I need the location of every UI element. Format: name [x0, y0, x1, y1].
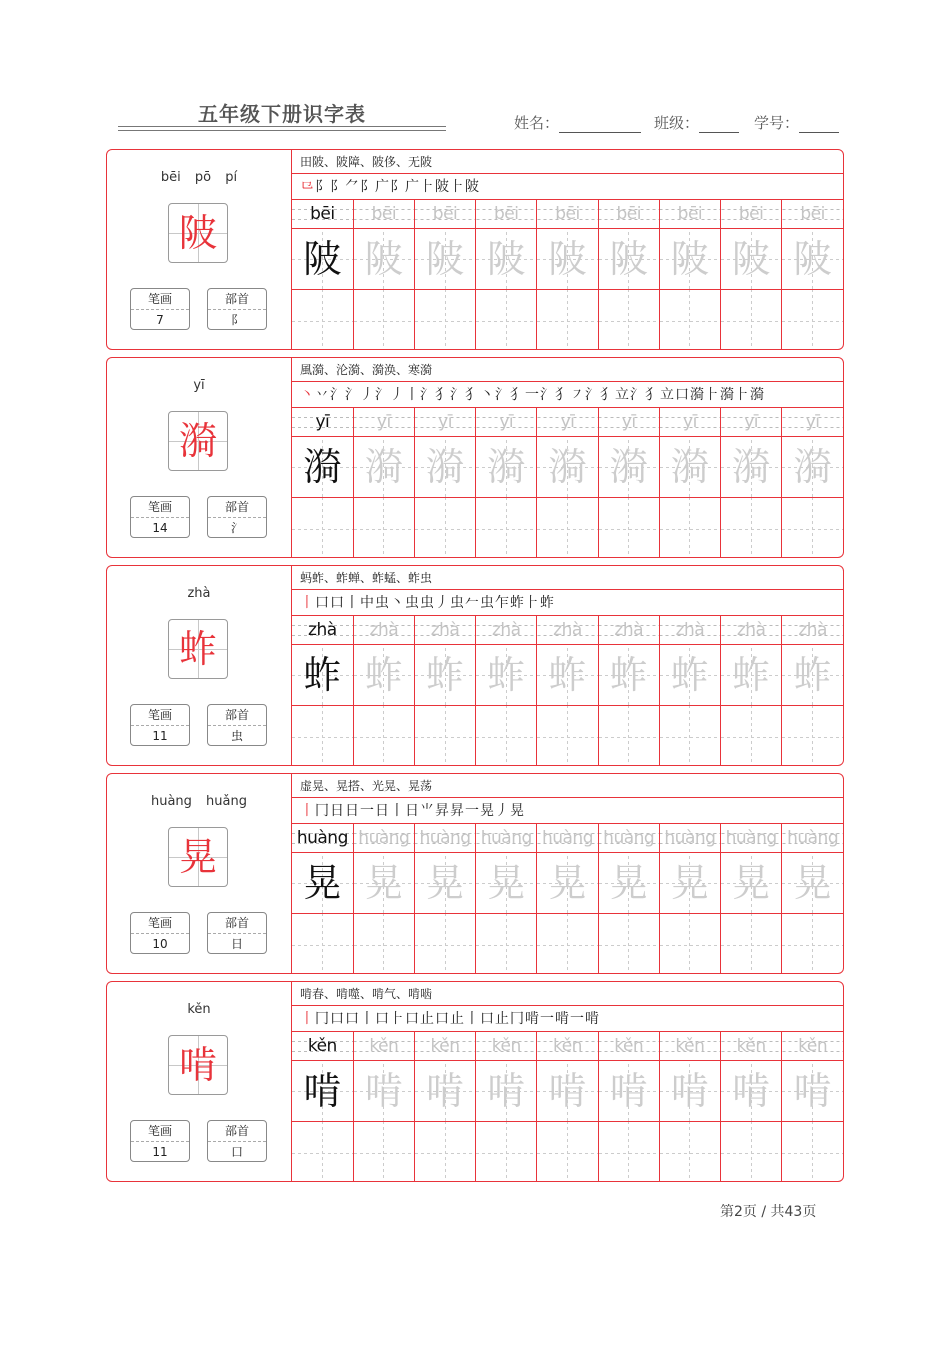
stroke-step: 氵犭立	[585, 387, 630, 403]
pinyin-practice-cell[interactable]: zhà	[537, 616, 598, 645]
number-field[interactable]	[754, 112, 839, 133]
practice-panel	[292, 982, 843, 1181]
example-words: 虚晃、晃搭、光晃、晃荡	[292, 774, 843, 798]
blank-practice-cell[interactable]	[292, 1122, 353, 1183]
character-box	[168, 619, 228, 679]
character-practice-cell[interactable]: 蚱	[659, 645, 720, 706]
blank-practice-cell[interactable]	[353, 290, 414, 351]
blank-practice-cell[interactable]	[721, 498, 782, 559]
blank-practice-cell[interactable]	[721, 290, 782, 351]
stroke-step: 氵丿丨	[375, 387, 420, 403]
stroke-step: 阝	[315, 179, 330, 195]
stroke-step: 日丨	[375, 803, 405, 819]
pinyin-label: huàng huǎng	[150, 794, 247, 809]
class-blank[interactable]	[699, 116, 739, 133]
character-info-panel	[107, 982, 292, 1181]
character-practice-cell[interactable]: 蚱	[721, 645, 782, 706]
stroke-step: 丷	[315, 387, 330, 403]
character-glyph: 晃	[178, 835, 217, 879]
pinyin-practice-cell[interactable]: zhà	[721, 616, 782, 645]
pinyin-practice-cell[interactable]: bēi	[782, 200, 843, 229]
stroke-step: 晃	[510, 803, 525, 819]
practice-panel	[292, 358, 843, 557]
character-practice-cell[interactable]: 漪	[598, 437, 659, 498]
name-field[interactable]	[514, 112, 641, 133]
blank-practice-cell[interactable]	[782, 498, 843, 559]
character-info-panel	[107, 358, 292, 557]
blank-practice-cell[interactable]	[353, 1122, 414, 1183]
pinyin-practice-cell[interactable]: kěn	[537, 1032, 598, 1061]
blank-practice-cell[interactable]	[476, 498, 537, 559]
character-practice-cell[interactable]: 漪	[476, 437, 537, 498]
stroke-step: 氵犭立口	[630, 387, 690, 403]
stroke-step: 冂	[315, 803, 330, 819]
blank-practice-cell[interactable]	[721, 914, 782, 975]
stroke-step: 日	[330, 803, 345, 819]
pinyin-practice-cell[interactable]: yī	[292, 408, 353, 437]
blank-practice-cell[interactable]	[414, 290, 475, 351]
stroke-count-value: 14	[152, 521, 168, 535]
stroke-count-label: 笔画	[131, 705, 189, 726]
character-practice-cell[interactable]: 晃	[414, 853, 475, 914]
stroke-count-value: 11	[152, 729, 168, 743]
blank-practice-cell[interactable]	[414, 1122, 475, 1183]
pinyin-practice-cell[interactable]: huàng	[414, 824, 475, 853]
character-practice-cell[interactable]: 漪	[659, 437, 720, 498]
stroke-step: 阝广	[360, 179, 390, 195]
character-practice-cell[interactable]: 漪	[292, 437, 353, 498]
blank-practice-cell[interactable]	[414, 498, 475, 559]
stroke-step: 阝广⺊	[390, 179, 435, 195]
title-underline	[118, 126, 446, 127]
blank-practice-cell[interactable]	[782, 914, 843, 975]
radical-box	[207, 704, 267, 746]
pinyin-practice-cell[interactable]: kěn	[353, 1032, 414, 1061]
character-practice-cell[interactable]: 陂	[414, 229, 475, 290]
example-words: 蚂蚱、蚱蝉、蚱蜢、蚱虫	[292, 566, 843, 590]
character-practice-cell[interactable]: 啃	[537, 1061, 598, 1122]
example-words: 啃春、啃噬、啃气、啃啮	[292, 982, 843, 1006]
character-practice-cell[interactable]: 漪	[353, 437, 414, 498]
blank-practice-cell[interactable]	[598, 914, 659, 975]
pinyin-practice-cell[interactable]: huàng	[537, 824, 598, 853]
stroke-count-label: 笔画	[131, 497, 189, 518]
blank-practice-cell[interactable]	[353, 914, 414, 975]
blank-practice-cell[interactable]	[659, 1122, 720, 1183]
stroke-count-box	[130, 912, 190, 954]
radical-value: 口	[230, 1145, 243, 1159]
practice-grid	[292, 408, 843, 558]
character-practice-cell[interactable]: 漪	[721, 437, 782, 498]
character-practice-cell[interactable]: 啃	[598, 1061, 659, 1122]
stroke-step: 虫丶	[375, 595, 405, 611]
radical-box	[207, 288, 267, 330]
stroke-step: 昇一	[450, 803, 480, 819]
blank-practice-cell[interactable]	[292, 914, 353, 975]
pinyin-practice-cell[interactable]: bēi	[292, 200, 353, 229]
character-practice-cell[interactable]: 晃	[476, 853, 537, 914]
character-practice-cell[interactable]: 晃	[782, 853, 843, 914]
radical-box	[207, 912, 267, 954]
stroke-count-value: 10	[152, 937, 168, 951]
blank-practice-cell[interactable]	[659, 498, 720, 559]
stroke-step: 冂	[315, 1011, 330, 1027]
radical-value: 氵	[230, 521, 243, 535]
stroke-step: 口止冂	[480, 1011, 525, 1027]
blank-practice-cell[interactable]	[782, 290, 843, 351]
pinyin-practice-cell[interactable]: zhà	[782, 616, 843, 645]
blank-practice-cell[interactable]	[537, 290, 598, 351]
pinyin-practice-cell[interactable]: kěn	[659, 1032, 720, 1061]
pinyin-practice-cell[interactable]: kěn	[782, 1032, 843, 1061]
character-practice-cell[interactable]: 蚱	[782, 645, 843, 706]
radical-value: 日	[230, 937, 243, 951]
blank-practice-cell[interactable]	[659, 914, 720, 975]
blank-practice-cell[interactable]	[476, 1122, 537, 1183]
stroke-step: 口⺊	[375, 1011, 405, 1027]
practice-grid	[292, 824, 843, 974]
character-practice-cell[interactable]: 啃	[659, 1061, 720, 1122]
stroke-step: 日一	[345, 803, 375, 819]
pinyin-practice-cell[interactable]: bēi	[659, 200, 720, 229]
character-practice-cell[interactable]: 蚱	[353, 645, 414, 706]
radical-label: 部首	[208, 289, 266, 310]
stroke-count-box	[130, 496, 190, 538]
stroke-step: 日⺌	[405, 803, 435, 819]
pinyin-practice-cell[interactable]: kěn	[476, 1032, 537, 1061]
character-practice-cell[interactable]: 啃	[353, 1061, 414, 1122]
stroke-step: 昇	[435, 803, 450, 819]
pinyin-practice-cell[interactable]: yī	[353, 408, 414, 437]
character-practice-cell[interactable]: 陂	[782, 229, 843, 290]
pinyin-practice-cell[interactable]: huàng	[598, 824, 659, 853]
blank-practice-cell[interactable]	[537, 706, 598, 767]
practice-panel	[292, 150, 843, 349]
stroke-step: 漪⺊	[690, 387, 720, 403]
stroke-step: 氵犭	[420, 387, 450, 403]
blank-practice-cell[interactable]	[414, 914, 475, 975]
blank-practice-cell[interactable]	[353, 498, 414, 559]
character-practice-cell[interactable]: 晃	[292, 853, 353, 914]
blank-practice-cell[interactable]	[598, 706, 659, 767]
stroke-step: 虫丿	[420, 595, 450, 611]
pinyin-practice-cell[interactable]: zhà	[476, 616, 537, 645]
pinyin-practice-cell[interactable]: yī	[782, 408, 843, 437]
pinyin-practice-cell[interactable]: zhà	[292, 616, 353, 645]
stroke-step: 虫	[405, 595, 420, 611]
practice-panel	[292, 566, 843, 765]
pinyin-practice-cell[interactable]: bēi	[721, 200, 782, 229]
stroke-step: 啃	[585, 1011, 600, 1027]
blank-practice-cell[interactable]	[659, 290, 720, 351]
character-practice-cell[interactable]: 晃	[659, 853, 720, 914]
pinyin-practice-cell[interactable]: huàng	[353, 824, 414, 853]
stroke-count-box	[130, 1120, 190, 1162]
blank-practice-cell[interactable]	[782, 706, 843, 767]
character-practice-cell[interactable]: 漪	[414, 437, 475, 498]
stroke-step: 口丨	[330, 595, 360, 611]
pinyin-label: yī	[193, 378, 205, 393]
character-practice-cell[interactable]: 啃	[782, 1061, 843, 1122]
stroke-order-row	[292, 798, 843, 824]
example-words: 田陂、陂障、陂侈、无陂	[292, 150, 843, 174]
character-box	[168, 203, 228, 263]
character-practice-cell[interactable]: 啃	[721, 1061, 782, 1122]
pinyin-practice-cell[interactable]: huàng	[659, 824, 720, 853]
blank-practice-cell[interactable]	[782, 1122, 843, 1183]
pinyin-practice-cell[interactable]: bēi	[414, 200, 475, 229]
stroke-step: 陂⺊	[435, 179, 465, 195]
pinyin-practice-cell[interactable]: bēi	[537, 200, 598, 229]
blank-practice-cell[interactable]	[659, 706, 720, 767]
blank-practice-cell[interactable]	[353, 706, 414, 767]
radical-label: 部首	[208, 497, 266, 518]
stroke-step: 口	[330, 1011, 345, 1027]
stroke-step: 漪⺊	[720, 387, 750, 403]
stroke-count-box	[130, 704, 190, 746]
radical-value: 虫	[230, 729, 243, 743]
stroke-step: 氵丿	[345, 387, 375, 403]
character-info-panel	[107, 566, 292, 765]
stroke-step: 漪	[750, 387, 765, 403]
character-practice-cell[interactable]: 陂	[476, 229, 537, 290]
practice-grid	[292, 616, 843, 766]
pinyin-practice-cell[interactable]: zhà	[353, 616, 414, 645]
stroke-step: 蚱	[540, 595, 555, 611]
character-practice-cell[interactable]: 啃	[476, 1061, 537, 1122]
blank-practice-cell[interactable]	[598, 290, 659, 351]
character-practice-cell[interactable]: 陂	[721, 229, 782, 290]
character-practice-cell[interactable]: 晃	[721, 853, 782, 914]
stroke-step: 丨	[300, 803, 315, 819]
pinyin-practice-cell[interactable]: kěn	[292, 1032, 353, 1061]
blank-practice-cell[interactable]	[292, 498, 353, 559]
stroke-count-value: 11	[152, 1145, 168, 1159]
stroke-order-row	[292, 590, 843, 616]
practice-panel	[292, 774, 843, 973]
blank-practice-cell[interactable]	[292, 706, 353, 767]
stroke-step: 口丨	[345, 1011, 375, 1027]
character-practice-cell[interactable]: 蚱	[476, 645, 537, 706]
character-practice-cell[interactable]: 陂	[598, 229, 659, 290]
blank-practice-cell[interactable]	[537, 498, 598, 559]
character-practice-cell[interactable]: 陂	[292, 229, 353, 290]
stroke-count-label: 笔画	[131, 289, 189, 310]
pinyin-practice-cell[interactable]: zhà	[598, 616, 659, 645]
pinyin-practice-cell[interactable]: kěn	[721, 1032, 782, 1061]
character-practice-cell[interactable]: 啃	[414, 1061, 475, 1122]
pinyin-practice-cell[interactable]: yī	[598, 408, 659, 437]
pinyin-practice-cell[interactable]: zhà	[659, 616, 720, 645]
stroke-step: 丶	[300, 387, 315, 403]
pinyin-practice-cell[interactable]: bēi	[353, 200, 414, 229]
radical-value: 阝	[230, 313, 243, 327]
class-label: 班级：	[654, 114, 700, 132]
character-card	[106, 357, 844, 558]
pinyin-label: zhà	[187, 586, 211, 601]
character-practice-cell[interactable]: 陂	[537, 229, 598, 290]
character-practice-cell[interactable]: 陂	[659, 229, 720, 290]
character-practice-cell[interactable]: 晃	[598, 853, 659, 914]
stroke-step: 口	[315, 595, 330, 611]
stroke-order-row	[292, 174, 843, 200]
blank-practice-cell[interactable]	[414, 706, 475, 767]
radical-box	[207, 496, 267, 538]
character-practice-cell[interactable]: 蚱	[414, 645, 475, 706]
stroke-count-label: 笔画	[131, 1121, 189, 1142]
blank-practice-cell[interactable]	[598, 498, 659, 559]
blank-practice-cell[interactable]	[476, 290, 537, 351]
pinyin-practice-cell[interactable]: yī	[414, 408, 475, 437]
character-glyph: 漪	[178, 419, 217, 463]
stroke-step: 丨	[300, 1011, 315, 1027]
name-blank[interactable]	[559, 116, 641, 133]
stroke-step: 丨	[300, 595, 315, 611]
radical-label: 部首	[208, 913, 266, 934]
pinyin-practice-cell[interactable]: huàng	[292, 824, 353, 853]
stroke-step: ⺋	[300, 179, 315, 195]
blank-practice-cell[interactable]	[476, 706, 537, 767]
character-practice-cell[interactable]: 蚱	[537, 645, 598, 706]
title-underline-2	[118, 130, 446, 131]
radical-box	[207, 1120, 267, 1162]
stroke-step: 氵犭丶	[450, 387, 495, 403]
character-practice-cell[interactable]: 蚱	[292, 645, 353, 706]
page-number: 第2页 / 共43页	[720, 1204, 817, 1220]
number-label: 学号：	[754, 114, 800, 132]
stroke-step: 口止丨	[435, 1011, 480, 1027]
blank-practice-cell[interactable]	[292, 290, 353, 351]
stroke-order-row	[292, 1006, 843, 1032]
character-box	[168, 827, 228, 887]
example-words: 風漪、沦漪、漪涣、寒漪	[292, 358, 843, 382]
stroke-count-label: 笔画	[131, 913, 189, 934]
stroke-step: 啃一	[525, 1011, 555, 1027]
stroke-step: 口止	[405, 1011, 435, 1027]
stroke-step: 虫𠂉	[450, 595, 480, 611]
character-card	[106, 981, 844, 1182]
pinyin-practice-cell[interactable]: bēi	[476, 200, 537, 229]
character-practice-cell[interactable]: 啃	[292, 1061, 353, 1122]
name-label: 姓名：	[514, 114, 560, 132]
stroke-order-row	[292, 382, 843, 408]
pinyin-practice-cell[interactable]: yī	[721, 408, 782, 437]
pinyin-practice-cell[interactable]: huàng	[721, 824, 782, 853]
character-card	[106, 565, 844, 766]
class-field[interactable]	[654, 112, 739, 133]
character-info-panel	[107, 150, 292, 349]
character-practice-cell[interactable]: 晃	[537, 853, 598, 914]
stroke-step: 中	[360, 595, 375, 611]
blank-practice-cell[interactable]	[721, 1122, 782, 1183]
character-practice-cell[interactable]: 漪	[782, 437, 843, 498]
character-info-panel	[107, 774, 292, 973]
character-card	[106, 149, 844, 350]
character-box	[168, 1035, 228, 1095]
character-box	[168, 411, 228, 471]
radical-label: 部首	[208, 1121, 266, 1142]
stroke-step: 氵犭一	[495, 387, 540, 403]
practice-grid	[292, 1032, 843, 1182]
pinyin-practice-cell[interactable]: yī	[537, 408, 598, 437]
character-glyph: 啃	[178, 1043, 217, 1087]
pinyin-practice-cell[interactable]: huàng	[782, 824, 843, 853]
pinyin-label: bēi pō pí	[160, 170, 238, 185]
stroke-step: 虫乍	[480, 595, 510, 611]
stroke-count-box	[130, 288, 190, 330]
stroke-count-value: 7	[156, 313, 164, 327]
stroke-step: 阝⺈	[330, 179, 360, 195]
character-glyph: 陂	[178, 211, 217, 255]
blank-practice-cell[interactable]	[721, 706, 782, 767]
stroke-step: 晃丿	[480, 803, 510, 819]
stroke-step: 氵犭㇇	[540, 387, 585, 403]
pinyin-practice-cell[interactable]: kěn	[414, 1032, 475, 1061]
pinyin-practice-cell[interactable]: yī	[476, 408, 537, 437]
blank-practice-cell[interactable]	[598, 1122, 659, 1183]
stroke-step: 陂	[465, 179, 480, 195]
character-glyph: 蚱	[178, 627, 217, 671]
pinyin-label: kěn	[187, 1002, 211, 1017]
pinyin-practice-cell[interactable]: bēi	[598, 200, 659, 229]
pinyin-practice-cell[interactable]: kěn	[598, 1032, 659, 1061]
pinyin-practice-cell[interactable]: yī	[659, 408, 720, 437]
character-practice-cell[interactable]: 晃	[353, 853, 414, 914]
stroke-step: 氵	[330, 387, 345, 403]
blank-practice-cell[interactable]	[476, 914, 537, 975]
number-blank[interactable]	[799, 116, 839, 133]
character-practice-cell[interactable]: 陂	[353, 229, 414, 290]
blank-practice-cell[interactable]	[537, 914, 598, 975]
page-title: 五年级下册识字表	[198, 102, 366, 126]
character-card	[106, 773, 844, 974]
pinyin-practice-cell[interactable]: huàng	[476, 824, 537, 853]
radical-label: 部首	[208, 705, 266, 726]
character-practice-cell[interactable]: 蚱	[598, 645, 659, 706]
blank-practice-cell[interactable]	[537, 1122, 598, 1183]
pinyin-practice-cell[interactable]: zhà	[414, 616, 475, 645]
character-practice-cell[interactable]: 漪	[537, 437, 598, 498]
stroke-step: 蚱⺊	[510, 595, 540, 611]
stroke-step: 啃一	[555, 1011, 585, 1027]
practice-grid	[292, 200, 843, 350]
